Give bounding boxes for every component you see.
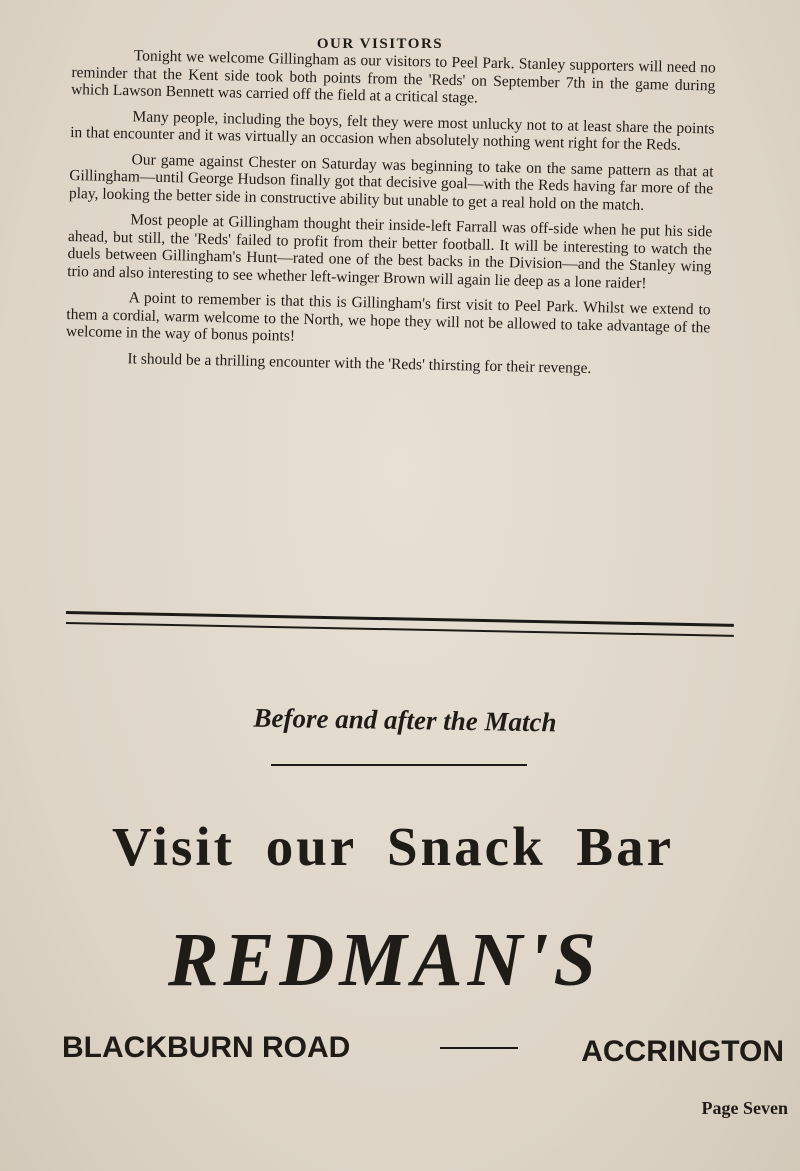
page-number: Page Seven <box>701 1098 788 1118</box>
advert-address <box>62 1030 784 1070</box>
article-title: OUR VISITORS <box>316 36 444 52</box>
address-town: ACCRINGTON <box>581 1035 784 1068</box>
advert-business-name: REDMAN'S <box>168 918 601 1002</box>
article-paragraph: Most people at Gillingham thought their inside-left Farrall was off-side when he put his side ahead, but still, the 'Reds' failed to profit from their better football. It will be interesting to watch the duels between Gillingham's Hunt—rated one of the best backs in the Division—and the Stanley wing trio and also interesting to see whether left-winger Brown will again lie deep as a lone raider! <box>67 211 713 292</box>
article-paragraph: It should be a thrilling encounter with the 'Reds' thirsting for their revenge. <box>127 349 592 377</box>
article-paragraph: Our game against Chester on Saturday was beginning to take on the same pattern as that at Gillingham—until George Hudson finally got that decisive goal—with the Reds having far more of the play, looking the better side in constructive ability but unable to get a real hold on the match. <box>68 150 714 214</box>
article-paragraph: Many people, including the boys, felt they were most unlucky not to at least share the points in that encounter and it was virtually an occasion when absolutely nothing went right for the Reds. <box>70 107 715 154</box>
article-paragraph: Tonight we welcome Gillingham as our visitors to Peel Park. Stanley supporters will need no reminder that the Kent side took both points from the 'Reds' on September 7th in the game during which Lawson Bennett was carried off the field at a critical stage. <box>70 47 716 107</box>
tagline-underline <box>271 764 527 766</box>
address-dash <box>440 1047 518 1049</box>
advert-headline: Visit our Snack Bar <box>112 816 674 877</box>
advert-tagline: Before and after the Match <box>253 702 557 738</box>
address-street: BLACKBURN ROAD <box>62 1031 351 1064</box>
article-paragraph: A point to remember is that this is Gillingham's first visit to Peel Park. Whilst we extend to them a cordial, warm welcome to the North, we hope they will not be allowed to take advantage of the welcome in the way of bonus points! <box>65 289 711 345</box>
article-body <box>65 46 716 387</box>
